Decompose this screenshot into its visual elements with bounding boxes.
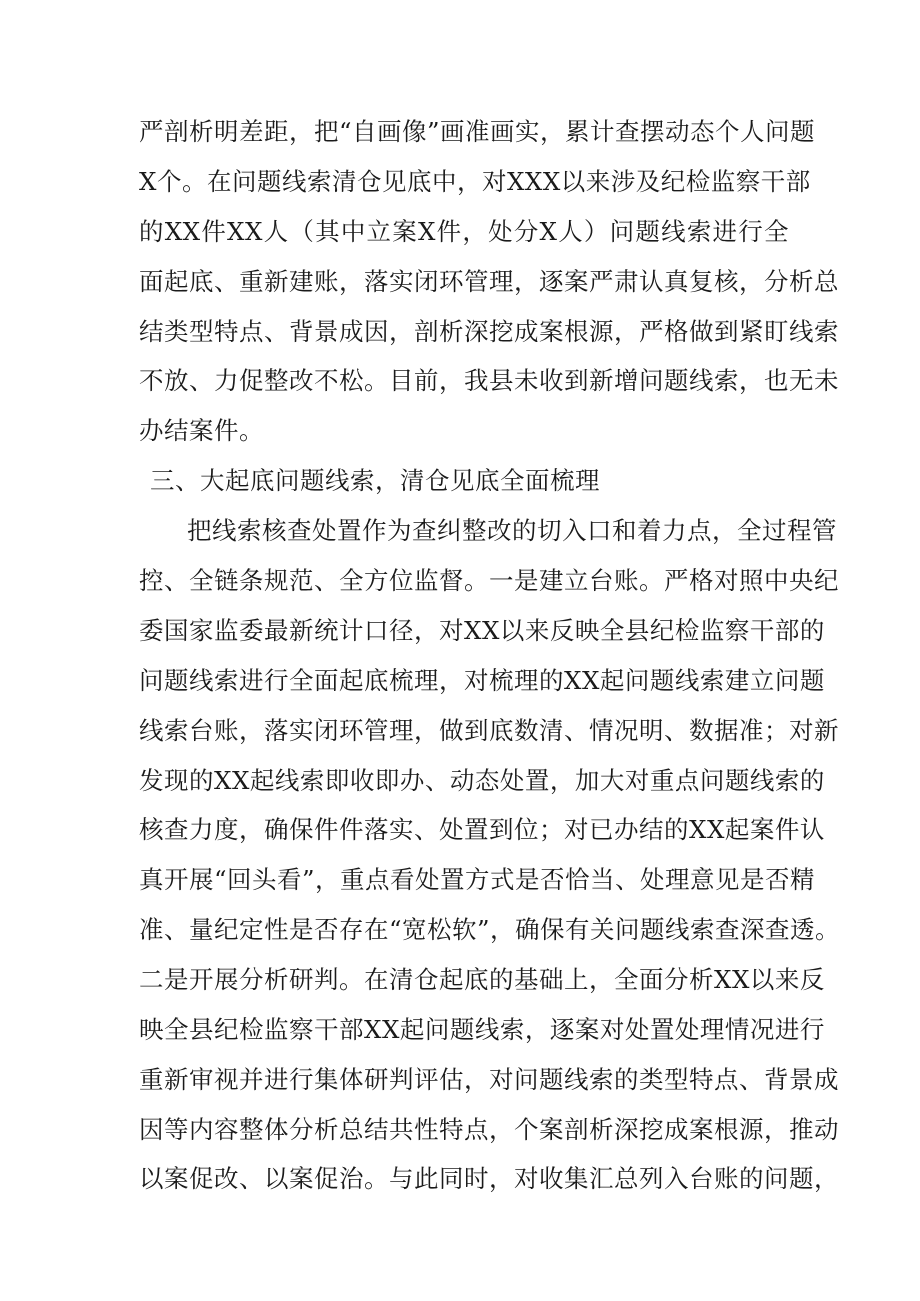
paragraph-1-line-4: 面起底、重新建账，落实闭环管理，逐案严肃认真复核，分析总 [139,267,839,296]
paragraph-2-line-6: 发现的XX起线索即收即办、动态处置，加大对重点问题线索的 [139,766,825,795]
paragraph-2-line-8: 真开展“回头看”，重点看处置方式是否恰当、处理意见是否精 [139,865,816,894]
paragraph-2-line-14: 以案促改、以案促治。与此同时，对收集汇总列入台账的问题， [139,1164,839,1193]
section-heading: 三、大起底问题线索，清仓见底全面梳理 [150,466,600,495]
paragraph-2-line-13: 因等内容整体分析总结共性特点，个案剖析深挖成案根源，推动 [139,1115,839,1144]
paragraph-1-line-3: 的XX件XX人（其中立案X件，处分X人）问题线索进行全 [139,217,789,246]
paragraph-2-line-1: 把线索核查处置作为查纠整改的切入口和着力点，全过程管 [187,516,837,545]
paragraph-2-line-3: 委国家监委最新统计口径，对XX以来反映全县纪检监察干部的 [139,616,825,645]
paragraph-2-line-4: 问题线索进行全面起底梳理，对梳理的XX起问题线索建立问题 [139,666,825,695]
paragraph-1-line-5: 结类型特点、背景成因，剖析深挖成案根源，严格做到紧盯线索 [139,317,839,346]
paragraph-2-line-10: 二是开展分析研判。在清仓起底的基础上，全面分析XX以来反 [139,965,825,994]
paragraph-1-line-7: 办结案件。 [139,416,264,445]
paragraph-2-line-7: 核查力度，确保件件落实、处置到位；对已办结的XX起案件认 [139,815,825,844]
paragraph-1-line-2: X个。在问题线索清仓见底中，对XXX以来涉及纪检监察干部 [139,167,811,196]
paragraph-1-line-6: 不放、力促整改不松。目前，我县未收到新增问题线索，也无未 [139,366,839,395]
paragraph-2-line-2: 控、全链条规范、全方位监督。一是建立台账。严格对照中央纪 [139,566,839,595]
paragraph-2-line-12: 重新审视并进行集体研判评估，对问题线索的类型特点、背景成 [139,1065,839,1094]
paragraph-2-line-11: 映全县纪检监察干部XX起问题线索，逐案对处置处理情况进行 [139,1015,825,1044]
paragraph-2-line-5: 线索台账，落实闭环管理，做到底数清、情况明、数据准；对新 [139,716,839,745]
paragraph-2-line-9: 准、量纪定性是否存在“宽松软”，确保有关问题线索查深查透。 [139,915,841,944]
paragraph-1-line-1: 严剖析明差距，把“自画像”画准画实，累计查摆动态个人问题 [139,117,816,146]
